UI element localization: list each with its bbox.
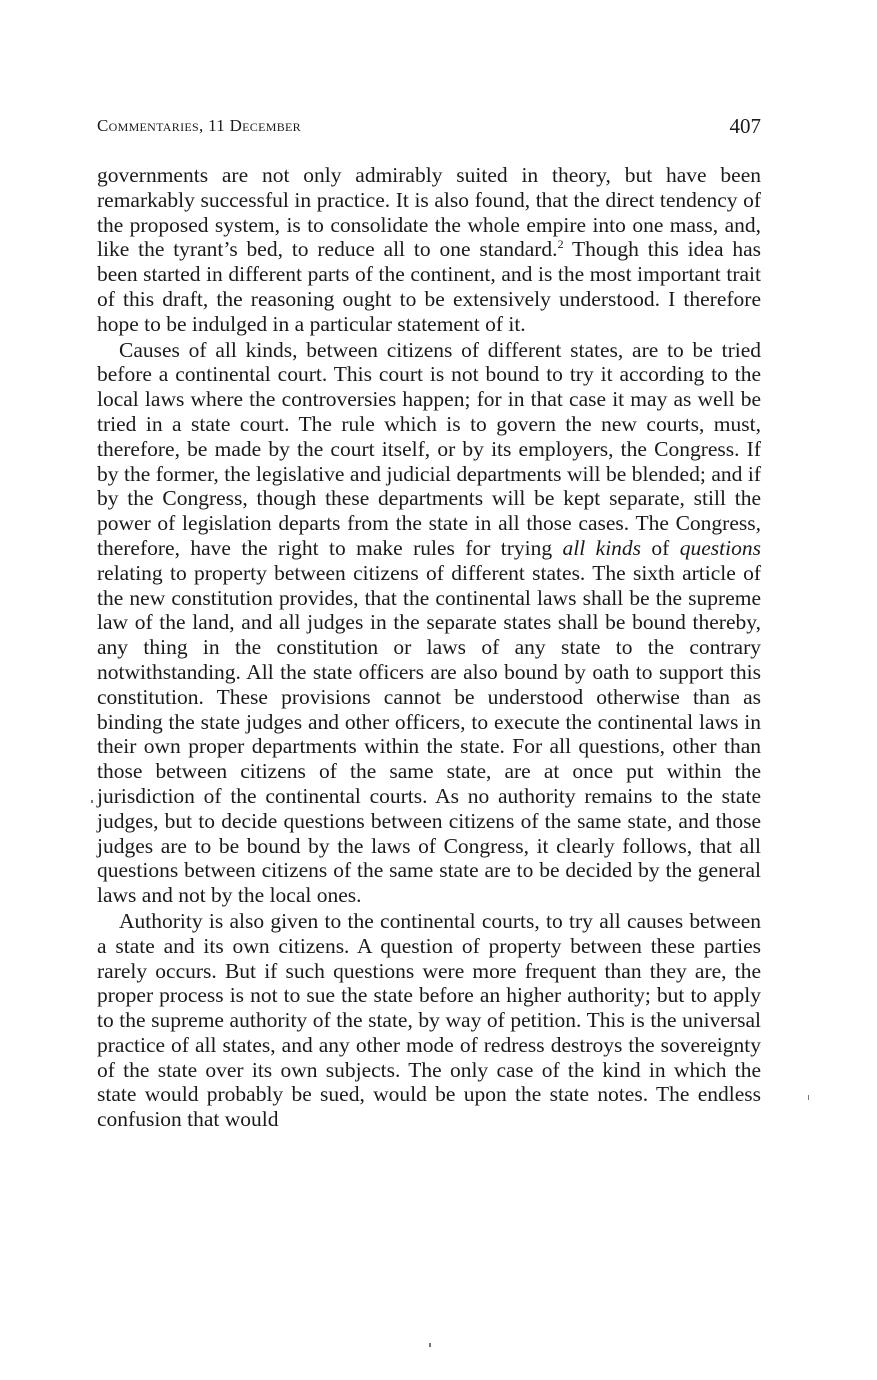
body-text [97,163,761,1132]
print-speck [808,1095,809,1100]
print-speck [91,800,93,803]
footnote-marker: 2 [557,237,564,252]
paragraph-1 [97,163,761,337]
paragraph-1-text-b: Though this idea has been started in different parts of the continent, and is the most important trait of this draft, the reasoning ought to be extensively understood. I therefore hope to be indulged in a particular statement of it. [97,237,761,336]
italic-word-questions: questions [679,535,761,560]
paragraph-2-text-b: of [641,535,680,560]
paragraph-1-text-a: governments are not only admirably suited in theory, but have been remarkably successful in practice. It is also found, that the direct tendency of the proposed system, is to consolidate the whole empire into one mass, and, like the tyrant’s bed, to reduce all to one standard. [97,163,761,262]
paragraph-2 [97,338,761,908]
paragraph-2-text-c: relating to property between citizens of different states. The sixth article of the new constitution provides, that the continental laws shall be the supreme law of the land, and all judges in the separate states shall be bound thereby, any thing in the constitution or laws of any state to the contrary notwithstanding. All the state officers are also bound by oath to support this constitution. These provisions cannot be understood otherwise than as binding the state judges and other officers, to execute the continental laws in their own proper departments within the state. For all questions, other than those between citizens of the same state, are at once put within the jurisdiction of the continental courts. As no authority remains to the state judges, but to decide questions between citizens of the same state, and those judges are to be bound by the laws of Congress, it clearly follows, that all questions between citizens of the same state are to be decided by the general laws and not by the local ones. [97,560,761,908]
running-head [97,114,761,144]
print-speck [429,1343,431,1347]
paragraph-3: Authority is also given to the continental courts, to try all causes between a state and its own citizens. A question of property between these parties rarely occurs. But if such questions were more frequent than they are, the proper process is not to sue the state before an higher authority; but to apply to the supreme authority of the state, by way of petition. This is the universal practice of all states, and any other mode of redress destroys the sovereignty of the state over its own subjects. The only case of the kind in which the state would probably be sued, would be upon the state notes. The endless confusion that would [97,908,761,1132]
running-title: Commentaries, 11 December [97,116,301,135]
italic-phrase-all-kinds: all kinds [562,535,642,560]
paragraph-2-text-a: Causes of all kinds, between citizens of different states, are to be tried before a continental court. This court is not bound to try it according to the local laws where the controversies happen; for in that case it may as well be tried in a state court. The rule which is to govern the new courts, must, therefore, be made by the court itself, or by its employers, the Congress. If by the former, the legislative and judicial departments will be blended; and if by the Congress, though these departments will be kept separate, still the power of legislation departs from the state in all those cases. The Congress, therefore, have the right to make rules for trying [97,337,761,560]
page-number: 407 [729,114,761,138]
